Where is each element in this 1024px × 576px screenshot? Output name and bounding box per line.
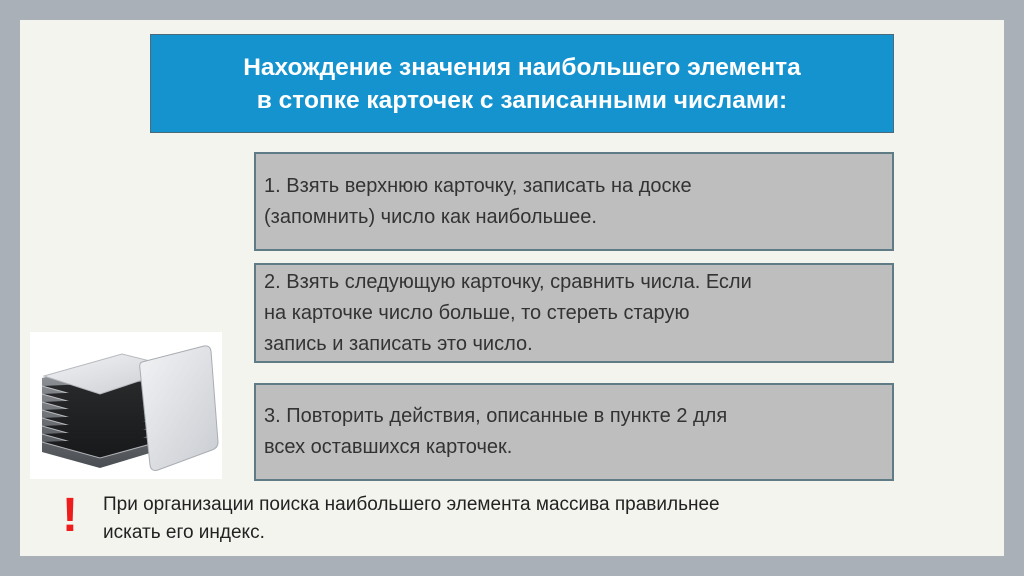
step-1-line-1: 1. Взять верхнюю карточку, записать на доске bbox=[264, 174, 692, 197]
card-stack-icon bbox=[30, 332, 222, 479]
slide-title bbox=[150, 34, 894, 133]
step-2-line-2: на карточке число больше, то стереть старую bbox=[264, 301, 690, 324]
note-line-2: искать его индекс. bbox=[103, 522, 265, 543]
step-2-box bbox=[254, 263, 894, 363]
step-3-line-2: всех оставшихся карточек. bbox=[264, 436, 513, 458]
note-text bbox=[103, 491, 903, 547]
title-line-1: Нахождение значения наибольшего элемента bbox=[243, 53, 801, 81]
step-1-box bbox=[254, 152, 894, 251]
step-3-box bbox=[254, 383, 894, 481]
step-2-line-1: 2. Взять следующую карточку, сравнить числа. Если bbox=[264, 270, 752, 293]
step-3-line-1: 3. Повторить действия, описанные в пункте 2 для bbox=[264, 405, 728, 427]
step-2-line-3: запись и записать это число. bbox=[264, 332, 533, 355]
exclamation-mark: ! bbox=[62, 489, 78, 542]
note-line-1: При организации поиска наибольшего элемента массива правильнее bbox=[103, 494, 720, 515]
title-line-2: в стопке карточек с записанными числами: bbox=[256, 86, 788, 114]
step-1-line-2: (запомнить) число как наибольшее. bbox=[264, 205, 597, 228]
